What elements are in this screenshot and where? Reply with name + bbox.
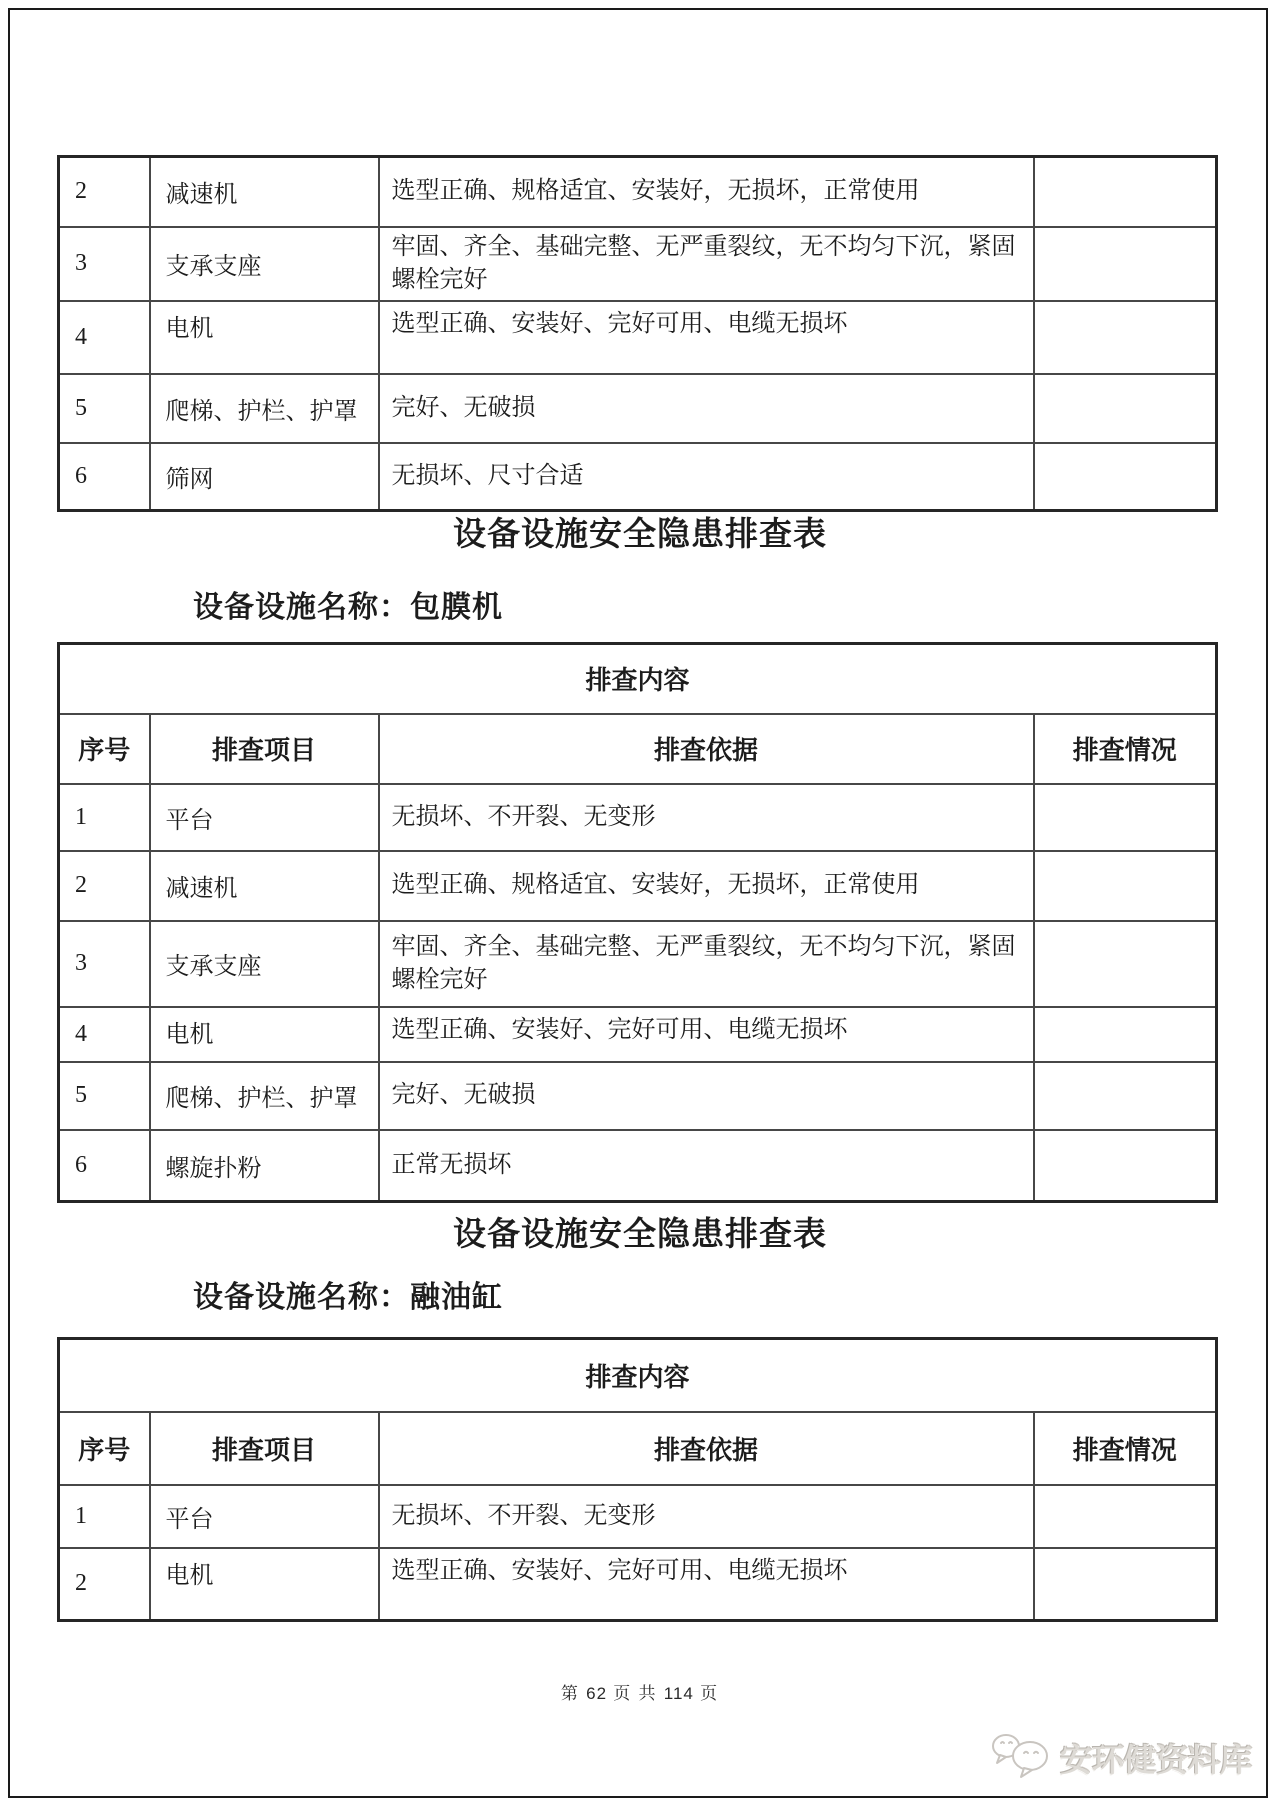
- inspection-basis: 无损坏、不开裂、无变形: [379, 1485, 1034, 1548]
- inspection-item: 支承支座: [150, 227, 379, 301]
- row-number: 1: [59, 1485, 150, 1548]
- section-header: 排查内容: [59, 1339, 1217, 1412]
- row-number: 5: [59, 374, 150, 443]
- watermark: [990, 1732, 1252, 1784]
- inspection-item: 螺旋扑粉: [150, 1130, 379, 1202]
- inspection-item: 平台: [150, 1485, 379, 1548]
- chat-bubbles-icon: [990, 1732, 1052, 1785]
- row-number: 4: [59, 1007, 150, 1062]
- table-row: [59, 443, 1217, 511]
- footer-page-number: 62: [586, 1684, 608, 1703]
- inspection-status: [1034, 374, 1217, 443]
- inspection-basis: 正常无损坏: [379, 1130, 1034, 1202]
- footer-middle: 页 共: [613, 1684, 658, 1703]
- table-row: [59, 1548, 1217, 1621]
- inspection-item: 支承支座: [150, 921, 379, 1007]
- inspection-basis: 完好、无破损: [379, 374, 1034, 443]
- row-number: 1: [59, 784, 150, 851]
- inspection-item: 电机: [150, 1007, 379, 1062]
- inspection-basis: 无损坏、尺寸合适: [379, 443, 1034, 511]
- table-row: [59, 227, 1217, 301]
- inspection-status: [1034, 851, 1217, 921]
- section-title: 设备设施安全隐患排查表: [453, 1217, 827, 1253]
- table-row: [59, 1007, 1217, 1062]
- inspection-item: 筛网: [150, 443, 379, 511]
- inspection-table-baomoji: [57, 642, 1218, 1203]
- inspection-item: 减速机: [150, 157, 379, 227]
- inspection-item: 减速机: [150, 851, 379, 921]
- row-number: 2: [59, 1548, 150, 1621]
- table-row: [59, 1062, 1217, 1130]
- inspection-basis: 牢固、齐全、基础完整、无严重裂纹，无不均匀下沉，紧固螺栓完好: [379, 921, 1034, 1007]
- section-header: 排查内容: [59, 644, 1217, 714]
- table-row: [59, 374, 1217, 443]
- row-number: 2: [59, 851, 150, 921]
- inspection-item: 爬梯、护栏、护罩: [150, 1062, 379, 1130]
- inspection-item: 平台: [150, 784, 379, 851]
- inspection-table-continuation: [57, 155, 1218, 512]
- inspection-item: 电机: [150, 301, 379, 374]
- inspection-table-rongyougang: [57, 1337, 1218, 1622]
- inspection-status: [1034, 157, 1217, 227]
- table-row: [59, 851, 1217, 921]
- footer-suffix: 页: [700, 1684, 720, 1703]
- inspection-status: [1034, 443, 1217, 511]
- watermark-text: 安环健资料库: [1059, 1742, 1252, 1778]
- footer-prefix: 第: [560, 1684, 580, 1703]
- table-row: [59, 157, 1217, 227]
- row-number: 5: [59, 1062, 150, 1130]
- column-header-item: 排查项目: [150, 1412, 379, 1485]
- column-header-status: 排查情况: [1034, 714, 1217, 784]
- row-number: 3: [59, 227, 150, 301]
- table-row: [59, 921, 1217, 1007]
- inspection-status: [1034, 227, 1217, 301]
- inspection-status: [1034, 921, 1217, 1007]
- inspection-item: 爬梯、护栏、护罩: [150, 374, 379, 443]
- inspection-status: [1034, 301, 1217, 374]
- inspection-status: [1034, 1548, 1217, 1621]
- row-number: 2: [59, 157, 150, 227]
- table-row: [59, 301, 1217, 374]
- merged-header-row: [59, 1339, 1217, 1412]
- inspection-status: [1034, 784, 1217, 851]
- column-header-basis: 排查依据: [379, 1412, 1034, 1485]
- inspection-basis: 无损坏、不开裂、无变形: [379, 784, 1034, 851]
- equipment-name-label: 设备设施名称：包膜机: [193, 591, 503, 624]
- row-number: 6: [59, 1130, 150, 1202]
- inspection-basis: 选型正确、安装好、完好可用、电缆无损坏: [379, 1548, 1034, 1621]
- inspection-basis: 选型正确、安装好、完好可用、电缆无损坏: [379, 301, 1034, 374]
- column-header-row: [59, 1412, 1217, 1485]
- inspection-status: [1034, 1007, 1217, 1062]
- column-header-no: 序号: [59, 1412, 150, 1485]
- row-number: 4: [59, 301, 150, 374]
- table-row: [59, 1485, 1217, 1548]
- table-row: [59, 1130, 1217, 1202]
- inspection-status: [1034, 1130, 1217, 1202]
- page-number-footer: [0, 1680, 1280, 1708]
- inspection-basis: 完好、无破损: [379, 1062, 1034, 1130]
- column-header-row: [59, 714, 1217, 784]
- row-number: 3: [59, 921, 150, 1007]
- column-header-item: 排查项目: [150, 714, 379, 784]
- column-header-basis: 排查依据: [379, 714, 1034, 784]
- merged-header-row: [59, 644, 1217, 714]
- section-title: 设备设施安全隐患排查表: [453, 517, 827, 553]
- footer-total-pages: 114: [663, 1684, 694, 1703]
- column-header-no: 序号: [59, 714, 150, 784]
- column-header-status: 排查情况: [1034, 1412, 1217, 1485]
- inspection-basis: 选型正确、安装好、完好可用、电缆无损坏: [379, 1007, 1034, 1062]
- table-row: [59, 784, 1217, 851]
- inspection-basis: 选型正确、规格适宜、安装好，无损坏，正常使用: [379, 157, 1034, 227]
- inspection-status: [1034, 1485, 1217, 1548]
- row-number: 6: [59, 443, 150, 511]
- inspection-item: 电机: [150, 1548, 379, 1621]
- inspection-status: [1034, 1062, 1217, 1130]
- inspection-basis: 牢固、齐全、基础完整、无严重裂纹，无不均匀下沉，紧固螺栓完好: [379, 227, 1034, 301]
- inspection-basis: 选型正确、规格适宜、安装好，无损坏，正常使用: [379, 851, 1034, 921]
- equipment-name-label: 设备设施名称：融油缸: [193, 1281, 503, 1314]
